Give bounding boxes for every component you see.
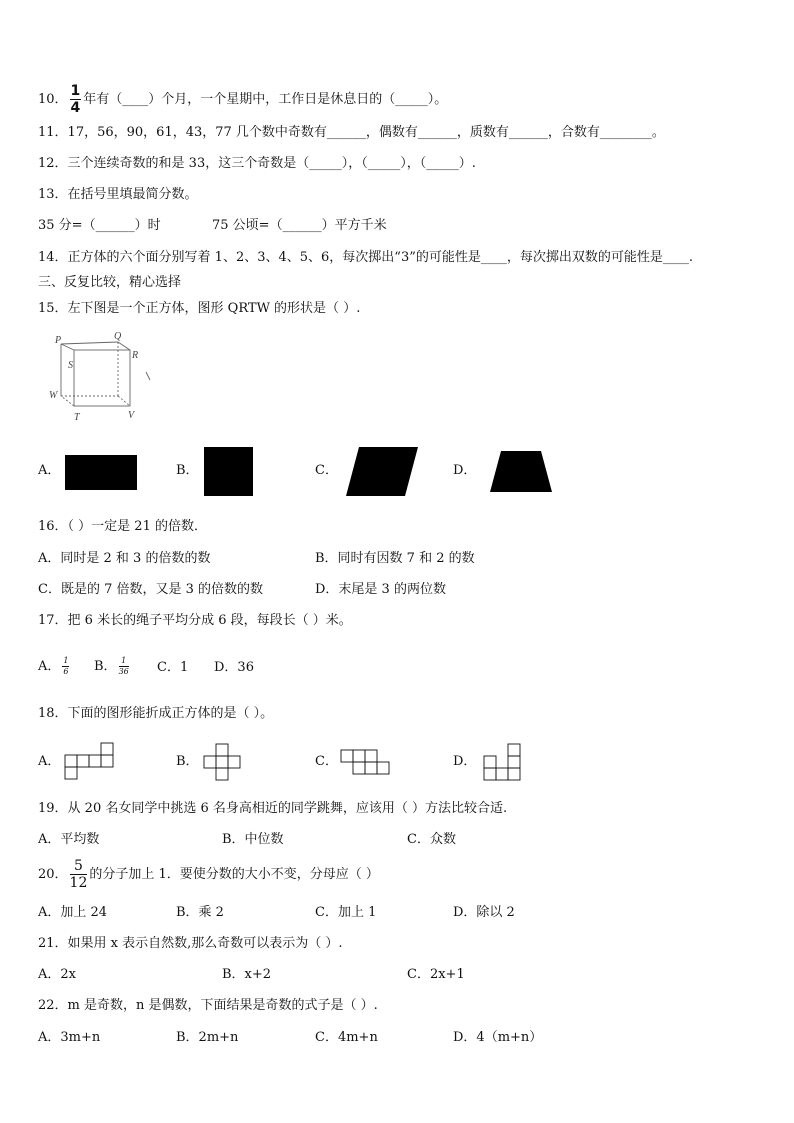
q20-fraction: [70, 859, 88, 890]
q10-fraction: [70, 84, 82, 115]
q21-option-a[interactable]: A．2x: [38, 967, 76, 982]
q15-option-c-label: C．: [315, 463, 338, 478]
q18-option-c-net[interactable]: [340, 749, 392, 777]
cube-figure: [46, 330, 158, 426]
q17-option-b-numerator: 1: [119, 657, 129, 667]
q10-fraction-denominator: 4: [70, 100, 81, 116]
q17-option-d[interactable]: D．36: [214, 660, 254, 675]
q16-option-a[interactable]: A．同时是 2 和 3 的倍数的数: [38, 551, 211, 566]
q21-option-c[interactable]: C．2x+1: [407, 967, 465, 982]
q15-option-c-parallelogram[interactable]: [345, 446, 419, 497]
question-16: 16．（ ）一定是 21 的倍数．: [38, 519, 207, 534]
q20-option-a[interactable]: A．加上 24: [38, 905, 108, 920]
q20-option-d[interactable]: D．除以 2: [453, 905, 515, 920]
q15-option-a-label: A．: [38, 463, 61, 478]
q22-option-a[interactable]: A．3m+n: [38, 1030, 101, 1045]
q22-option-c[interactable]: C．4m+n: [315, 1030, 378, 1045]
q19-option-b[interactable]: B．中位数: [222, 832, 284, 847]
q16-option-c[interactable]: C．既是的 7 倍数，又是 3 的倍数的数: [38, 582, 264, 597]
q16-option-d[interactable]: D．末尾是 3 的两位数: [315, 582, 446, 597]
cube-label-q: Q: [114, 331, 122, 342]
q18-option-d-net[interactable]: [483, 743, 525, 783]
q17-option-b-denominator: 36: [118, 667, 129, 676]
cube-label-s: S: [68, 360, 73, 371]
q19-option-a[interactable]: A．平均数: [38, 832, 100, 847]
q10-text: 年有（____）个月，一个星期中，工作日是休息日的（_____）。: [83, 92, 448, 107]
q20-option-c[interactable]: C．加上 1: [315, 905, 377, 920]
q17-option-a-numerator: 1: [63, 656, 69, 665]
question-18: 18．下面的图形能折成正方体的是（ ）。: [38, 706, 274, 721]
q22-option-b[interactable]: B．2m+n: [176, 1030, 239, 1045]
question-20: [38, 859, 379, 890]
question-15: 15．左下图是一个正方体，图形 QRTW 的形状是（ ）.: [38, 301, 361, 316]
question-17: 17．把 6 米长的绳子平均分成 6 段，每段长（ ）米。: [38, 613, 352, 628]
q17-option-a-denominator: 6: [63, 667, 69, 676]
q22-option-d[interactable]: D．4（m+n）: [453, 1030, 543, 1045]
q16-option-b[interactable]: B．同时有因数 7 和 2 的数: [315, 551, 475, 566]
section-3-heading: 三、反复比较，精心选择: [38, 275, 182, 290]
q20-option-b[interactable]: B．乘 2: [176, 905, 224, 920]
q18-option-d-label: D．: [453, 754, 477, 769]
q20-number: 20．: [38, 867, 68, 882]
q18-option-c-label: C．: [315, 754, 338, 769]
q17-option-b[interactable]: [94, 657, 131, 676]
cube-label-p: P: [55, 335, 62, 346]
q18-option-a-net[interactable]: [64, 742, 116, 780]
q15-option-b-square[interactable]: [204, 447, 253, 496]
q17-option-a-fraction: [62, 657, 69, 676]
q20-fraction-numerator: 5: [70, 859, 88, 875]
question-14: 14．正方体的六个面分别写着 1、2、3、4、5、6，每次掷出“3”的可能性是____，每次掷出双数的可能性是____.: [38, 250, 693, 265]
q10-fraction-numerator: 1: [70, 83, 81, 99]
cube-label-t: T: [74, 412, 80, 423]
q17-option-c[interactable]: C．1: [157, 660, 189, 675]
q21-option-b[interactable]: B．x+2: [222, 967, 272, 982]
q15-option-d-trapezoid[interactable]: [489, 450, 553, 493]
question-21: 21．如果用 x 表示自然数,那么奇数可以表示为（ ）.: [38, 936, 343, 951]
q20-fraction-denominator: 12: [69, 875, 88, 891]
cube-label-v: V: [128, 410, 135, 421]
question-12: 12．三个连续奇数的和是 33，这三个奇数是（_____），（_____），（_____）.: [38, 156, 476, 171]
q13-part-2: 75 公顷=（______）平方千米: [212, 218, 387, 233]
q18-option-b-net[interactable]: [203, 743, 243, 783]
cube-label-w: W: [49, 390, 58, 401]
question-10: [38, 84, 447, 115]
q17-option-b-label: B．: [94, 659, 117, 674]
q17-option-a-label: A．: [38, 659, 61, 674]
q20-text: 的分子加上 1．要使分数的大小不变，分母应（ ）: [89, 867, 379, 882]
q15-option-a-rectangle[interactable]: [65, 455, 137, 490]
question-19: 19．从 20 名女同学中挑选 6 名身高相近的同学跳舞，应该用（ ）方法比较合适.: [38, 801, 508, 816]
question-13: 13．在括号里填最简分数。: [38, 187, 198, 202]
q19-option-c[interactable]: C．众数: [407, 832, 456, 847]
q15-option-d-label: D．: [453, 463, 477, 478]
question-11: 11．17，56，90，61，43，77 几个数中奇数有______，偶数有______，质数有______，合数有________。: [38, 125, 665, 140]
q13-part-1: 35 分=（______）时: [38, 218, 161, 233]
cube-front-face: [74, 350, 130, 406]
q17-option-a[interactable]: [38, 657, 71, 676]
q17-option-b-fraction: [119, 657, 129, 676]
q18-option-a-label: A．: [38, 754, 61, 769]
q15-option-b-label: B．: [176, 463, 199, 478]
question-22: 22．m 是奇数，n 是偶数，下面结果是奇数的式子是（ ）.: [38, 998, 378, 1013]
q18-option-b-label: B．: [176, 754, 199, 769]
q10-number: 10．: [38, 92, 68, 107]
cube-label-r: R: [132, 350, 139, 361]
